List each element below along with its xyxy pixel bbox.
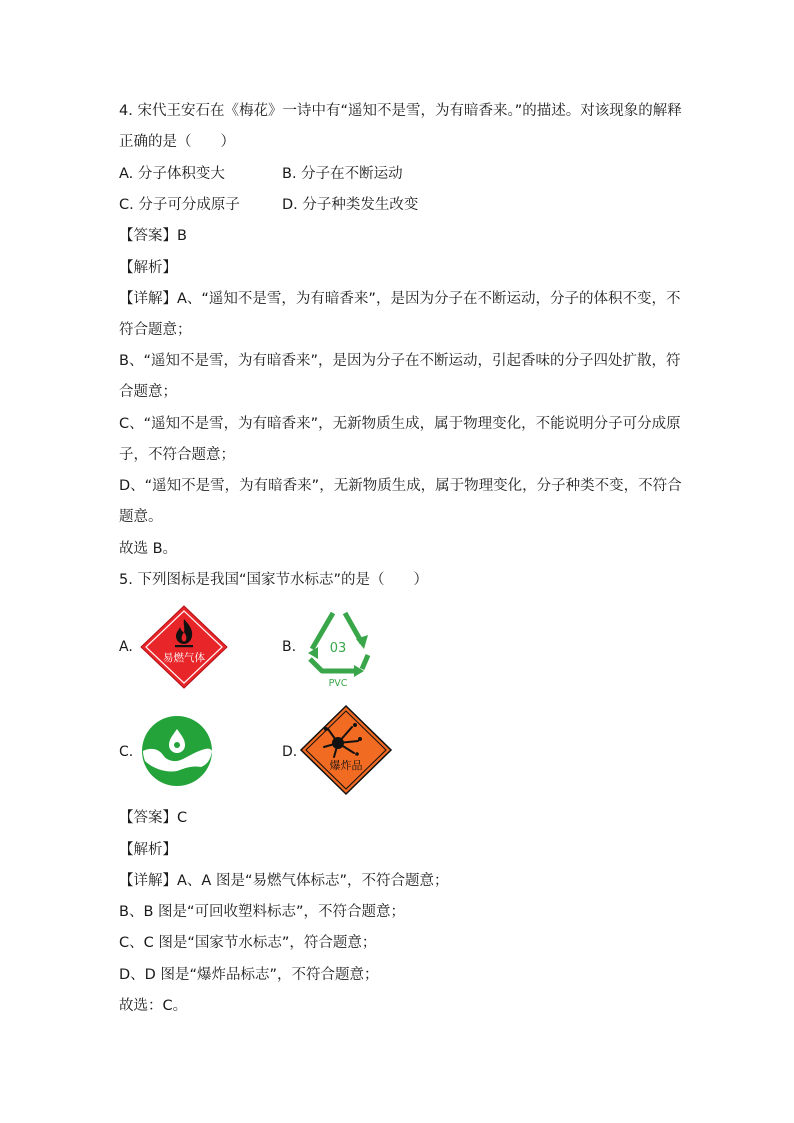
q5-label-d: D. bbox=[282, 744, 298, 760]
sign-a-text: 易燃气体 bbox=[163, 652, 205, 664]
q4-stem-line-1: 4. 宋代王安石在《梅花》一诗中有“遥知不是雪，为有暗香来。”的描述。对该现象的解释 bbox=[119, 103, 682, 119]
flammable-gas-sign bbox=[140, 605, 228, 689]
q5-detail-line: C、C 图是“国家节水标志”，符合题意； bbox=[119, 935, 377, 951]
q4-detail-line: 【详解】A、“遥知不是雪，为有暗香来”，是因为分子在不断运动，分子的体积不变，不 bbox=[119, 291, 681, 307]
q4-answer: 【答案】B bbox=[119, 228, 187, 244]
q5-label-b: B. bbox=[282, 639, 297, 655]
sign-b-number: 03 bbox=[329, 641, 347, 656]
q4-detail-line: C、“遥知不是雪，为有暗香来”，无新物质生成，属于物理变化，不能说明分子可分成原 bbox=[119, 416, 681, 432]
q4-detail-line: B、“遥知不是雪，为有暗香来”，是因为分子在不断运动，引起香味的分子四处扩散，符 bbox=[119, 353, 681, 369]
q5-detail-line: B、B 图是“可回收塑料标志”，不符合题意； bbox=[119, 904, 406, 920]
q5-stem: 5. 下列图标是我国“国家节水标志”的是（ ） bbox=[119, 572, 428, 588]
q4-option-d: D. 分子种类发生改变 bbox=[282, 197, 419, 213]
sign-d-text: 爆炸品 bbox=[329, 759, 363, 772]
q4-conclusion: 故选 B。 bbox=[119, 541, 178, 557]
q5-detail-line: D、D 图是“爆炸品标志”，不符合题意； bbox=[119, 967, 379, 983]
sign-b-text: PVC bbox=[328, 678, 348, 689]
q5-answer: 【答案】C bbox=[119, 810, 188, 826]
q4-option-a: A. 分子体积变大 bbox=[119, 166, 225, 182]
q5-detail-line: 【详解】A、A 图是“易燃气体标志”，不符合题意； bbox=[119, 873, 449, 889]
q5-label-a: A. bbox=[119, 639, 133, 655]
q4-option-b: B. 分子在不断运动 bbox=[282, 166, 403, 182]
q4-detail-line: 题意。 bbox=[119, 509, 163, 525]
q4-detail-line: 合题意； bbox=[119, 384, 177, 400]
q5-conclusion: 故选：C。 bbox=[119, 998, 188, 1014]
explosive-sign bbox=[300, 705, 392, 795]
q4-option-c: C. 分子可分成原子 bbox=[119, 197, 240, 213]
q4-detail-line: 符合题意； bbox=[119, 322, 192, 338]
q4-analysis-heading: 【解析】 bbox=[119, 260, 177, 276]
q5-label-c: C. bbox=[119, 744, 134, 760]
pvc-recycle-sign bbox=[300, 605, 378, 689]
q4-detail-line: D、“遥知不是雪，为有暗香来”，无新物质生成，属于物理变化，分子种类不变，不符合 bbox=[119, 478, 682, 494]
q4-detail-line: 子，不符合题意； bbox=[119, 447, 235, 463]
q5-analysis-heading: 【解析】 bbox=[119, 842, 177, 858]
water-saving-sign bbox=[141, 715, 213, 787]
q4-stem-line-2: 正确的是（ ） bbox=[119, 134, 235, 150]
